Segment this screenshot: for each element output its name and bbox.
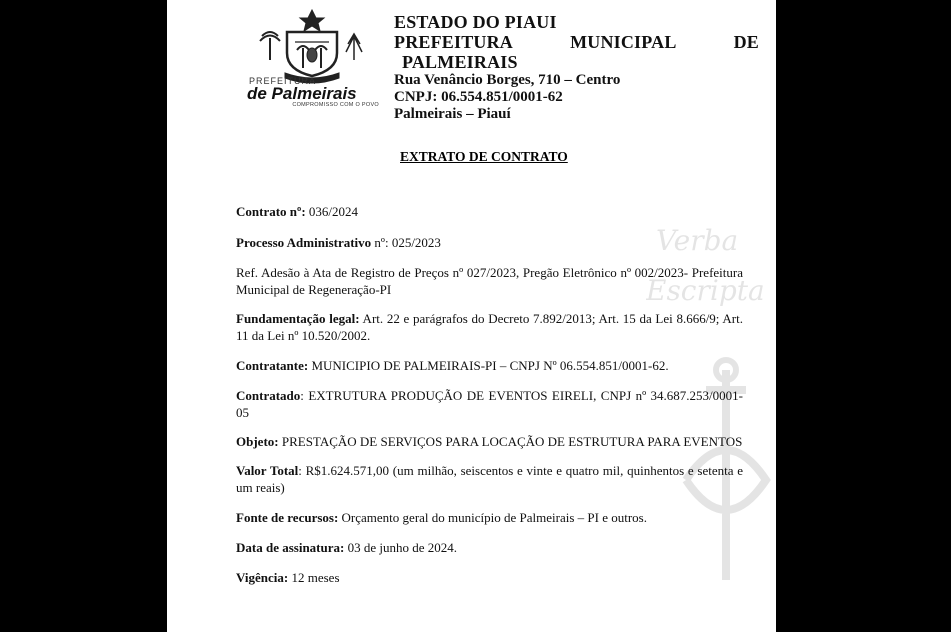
field-funding-source [236, 509, 743, 526]
field-total-value [236, 462, 743, 496]
prefecture-word-1: PREFEITURA [394, 32, 514, 52]
field-label: Contrato nº: [236, 204, 306, 219]
field-label: Contratante: [236, 358, 309, 373]
field-value: PRESTAÇÃO DE SERVIÇOS PARA LOCAÇÃO DE ESTRUTURA PARA EVENTOS [278, 434, 743, 449]
field-label: Vigência: [236, 570, 289, 585]
field-value: 036/2024 [305, 204, 359, 219]
field-label: Fundamentação legal: [236, 311, 360, 326]
municipality-name: PALMEIRAIS [402, 52, 518, 72]
field-value: : EXTRUTURA PRODUÇÃO DE EVENTOS EIRELI, CNPJ nº 34.687.253/0001-05 [236, 388, 743, 420]
field-value: Orçamento geral do município de Palmeirais – PI e outros. [338, 510, 647, 525]
field-process [236, 234, 743, 251]
logo-brand [247, 77, 379, 109]
cnpj: CNPJ: 06.554.851/0001-62 [394, 89, 563, 105]
logo-line-2: de Palmeirais [247, 84, 357, 103]
city: Palmeirais – Piauí [394, 106, 511, 122]
field-value: 03 de junho de 2024. [344, 540, 457, 555]
logo-line-1: PREFEITURA [249, 76, 317, 86]
field-label: Processo Administrativo [236, 235, 372, 250]
field-value: : R$1.624.571,00 (um milhão, seiscentos e vinte e quatro mil, quinhentos e setenta e um reais) [236, 463, 743, 495]
document-page [167, 0, 776, 632]
field-label: Fonte de recursos: [236, 510, 339, 525]
logo-line-3: COMPROMISSO COM O POVO [292, 102, 379, 108]
field-legal-basis [236, 310, 743, 344]
document-title: EXTRATO DE CONTRATO [400, 149, 568, 164]
field-value: Art. 22 e parágrafos do Decreto 7.892/2013; Art. 15 da Lei 8.666/9; Art. 11 da Lei nº 10.520/2002. [236, 311, 743, 343]
field-value: 12 meses [288, 570, 340, 585]
address: Rua Venâncio Borges, 710 – Centro [394, 72, 621, 88]
prefecture-name [394, 32, 759, 52]
svg-text:Escripta: Escripta [646, 274, 765, 307]
contract-fields [236, 203, 743, 586]
prefecture-word-3: DE [733, 32, 759, 52]
field-label: Contratado [236, 388, 301, 403]
field-contracted [236, 387, 743, 421]
field-value: nº: 025/2023 [371, 235, 441, 250]
letterhead [394, 12, 759, 123]
field-label: Objeto: [236, 434, 279, 449]
field-value: Ref. Adesão à Ata de Registro de Preços nº 027/2023, Pregão Eletrônico nº 002/2023- Prefeitura Municipal de Regeneração-PI [236, 265, 743, 297]
field-signature-date [236, 539, 743, 556]
field-contractor [236, 357, 743, 374]
svg-text:Verba: Verba [656, 224, 739, 257]
prefecture-word-2: MUNICIPAL [570, 32, 677, 52]
field-value: MUNICIPIO DE PALMEIRAIS-PI – CNPJ Nº 06.554.851/0001-62. [308, 358, 669, 373]
field-label: Valor Total [236, 463, 299, 478]
field-contract-number [236, 203, 743, 220]
field-object [236, 433, 743, 450]
state-name: ESTADO DO PIAUI [394, 12, 557, 32]
field-reference [236, 264, 743, 298]
field-label: Data de assinatura: [236, 540, 345, 555]
field-validity [236, 569, 743, 586]
